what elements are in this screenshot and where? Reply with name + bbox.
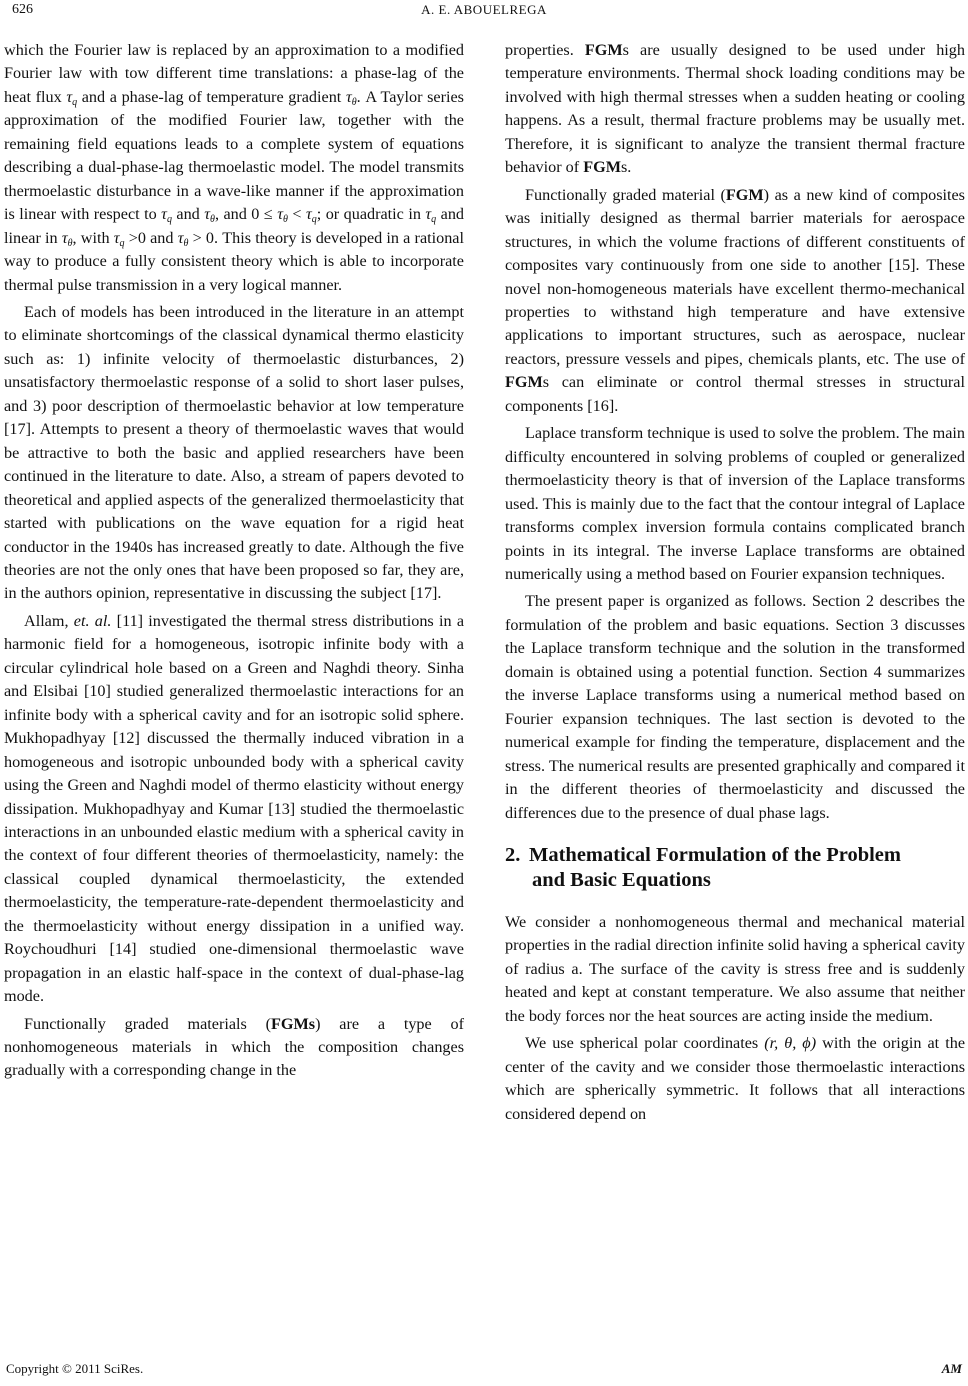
journal-abbreviation: AM <box>941 1361 962 1376</box>
paragraph <box>4 1013 464 1083</box>
text-run: and a phase-lag of temperature gradient <box>77 87 346 106</box>
fgm-term: FGM <box>725 185 764 204</box>
symbol-tau-q: $\tau_q$ <box>66 87 78 108</box>
page-header <box>0 0 968 22</box>
fgm-term: FGMs <box>271 1014 316 1033</box>
fgm-term: FGM <box>584 41 623 59</box>
text-run: ) as a new kind of composites was initially designed as thermal barrier materials for aerospace structures, in which the volume fractions of different constituents of composites vary continuously from one side to another [15]. These novel non-homogeneous materials have excellent thermo-mechanical properties to withstand high temperature and have extensive applications to important structures, such as aerospace, nuclear reactors, pressure vessels and pipes, chemicals plants, etc. The use of <box>505 185 965 368</box>
text-run: s can eliminate or control thermal stresses in structural components [16]. <box>505 373 965 415</box>
text-run: , with <box>72 228 114 247</box>
symbol-tau-q: $\tau_q$ <box>305 205 317 226</box>
text-run: and linear in <box>4 205 465 247</box>
text-run: s. <box>620 158 632 177</box>
symbol-tau-theta: $\tau_\theta$ <box>177 228 189 249</box>
text-run: ) are a type of nonhomogeneous materials in which the composition changes gradually with a corresponding change in the <box>4 1014 464 1080</box>
paragraph: The present paper is organized as follows. Section 2 describes the formulation of the problem and basic equations. Section 3 discusses the Laplace transform technique and the solution in the transformed domain is obtained using a potential function. Section 4 summarizes the inverse Laplace transforms using a numerical method based on Fourier expansion techniques. The last section is devoted to the numerical example for finding the temperature, displacement and the stress. The numerical results are presented graphically and compared it in the different theories of thermoelasticity and discussed the differences due to the presence of dual phase lags. <box>505 592 965 822</box>
fgm-term: FGM <box>505 373 543 392</box>
paragraph: Each of models has been introduced in the literature in an attempt to eliminate shortcomings of the classical dynamical thermo elasticity such as: 1) infinite velocity of thermoelastic disturbances, 2) unsatisfactory thermoelastic response of a solid to short laser pulses, and 3) poor description of thermoelastic behavior at low temperature [17]. Attempts to present a theory of thermoelastic waves that would be attractive to both the basic and applied researchers have been continued in the literature to date. Also, a stream of papers devoted to theoretical and applied aspects of the generalized thermoelasticity that started with publications on the wave equation for a rigid heat conductor in the 1940s has increased greatly to date. Although the five theories are not the only ones that have been proposed so far, they are, in the authors opinion, representative in discussing the subject [17]. <box>4 302 464 603</box>
copyright-notice: Copyright © 2011 SciRes. <box>6 1361 144 1376</box>
text-run: We use spherical polar coordinates <box>525 1034 765 1053</box>
paragraph <box>505 39 965 180</box>
text-run: Functionally graded materials ( <box>24 1014 272 1033</box>
left-column <box>4 39 464 1087</box>
text-run: < <box>287 205 306 224</box>
text-run: Functionally graded material ( <box>525 185 726 204</box>
paragraph <box>505 1032 965 1126</box>
symbol-tau-theta: $\tau_\theta$ <box>204 205 215 226</box>
text-run: , and 0 ≤ <box>214 205 278 224</box>
running-head: A. E. ABOUELREGA <box>421 2 547 17</box>
paragraph: We consider a nonhomogeneous thermal and mechanical material properties in the radial direction infinite solid having a spherical cavity of radius a. The surface of the cavity is stress free and is suddenly heated and kept at constant temperature. We also assume that neither the body forces nor the heat sources are acting inside the medium. <box>505 912 965 1025</box>
fgm-term: FGM <box>583 158 621 177</box>
symbol-tau-q: $\tau_q$ <box>161 205 172 226</box>
page-footer <box>0 1361 968 1381</box>
page-number: 626 <box>12 2 33 17</box>
text-run: properties. <box>505 41 585 59</box>
text-run: > 0. This theory is developed in a rational way to produce a fully consistent theory which is able to incorporate thermal pulse transmission in a very logical manner. <box>4 228 464 294</box>
text-run: >0 and <box>124 228 178 247</box>
section-title-line2: and Basic Equations <box>532 868 711 891</box>
text-run: Allam, <box>24 611 74 630</box>
text-run: s are usually designed to be used under high temperature environments. Thermal shock loading conditions may be involved with high thermal stresses when a sudden heating or cooling happens. As a result, thermal fracture problems may be usually met. Therefore, it is significant to analyze the transient thermal fracture behavior of <box>505 41 965 177</box>
symbol-tau-q: $\tau_q$ <box>425 205 437 226</box>
right-column <box>505 39 965 1130</box>
text-run: . A Taylor series approximation of the modified Fourier law, together with the remaining field equations leads to a complete system of equations describing a dual-phase-lag thermoelastic model. The model transmits thermoelastic disturbance in a wave-like manner if the approximation is linear with respect to <box>4 87 464 224</box>
text-run: which the Fourier law is replaced by an approximation to a modified Fourier law with tow different time translations: a phase-lag of the heat flux <box>4 41 464 106</box>
symbol-tau-q: $\tau_q$ <box>113 228 125 249</box>
paragraph: Laplace transform technique is used to solve the problem. The main difficulty encountered in solving problems of coupled or generalized thermoelasticity theory is that of inversion of the Laplace transforms used. This is mainly due to the fact that the contour integral of Laplace transforms complex inversion formula contains complicated branch points in its integral. The inverse Laplace transforms are obtained numerically using a method based on Fourier expansion techniques. <box>505 424 965 583</box>
text-run: [11] investigated the thermal stress distributions in a harmonic field for a homogeneous, isotropic infinite body with a circular cylindrical hole based on a Green and Naghdi theory. Sinha and Elsibai [10] studied generalized thermoelastic interactions for an infinite body with a spherical cavity and for an isotropic solid sphere. Mukhopadhyay [12] discussed the thermally induced vibration in a homogeneous and isotropic unbounded body with a spherical cavity using the Green and Naghdi model of thermo elasticity without energy dissipation. Mukhopadhyay and Kumar [13] studied the thermoelastic interactions in an unbounded elastic medium with a spherical cavity in the context of four different theories of thermoelasticity, namely: the classical coupled dynamical thermoelasticity, the extended thermoelasticity, the temperature-rate-dependent thermoelasticity and the thermoelasticity without energy dissipation in a unified way. Roychoudhuri [14] studied one-dimensional thermoelastic wave propagation in an elastic half-space in the context of dual-phase-lag mode. <box>4 611 465 1006</box>
text-run: ; or quadratic in <box>316 205 426 224</box>
paragraph <box>4 610 464 1009</box>
paragraph <box>505 184 965 419</box>
section-number: 2. <box>505 843 521 866</box>
et-al: et. al. <box>73 611 112 630</box>
symbol-tau-theta: $\tau_\theta$ <box>277 205 288 226</box>
symbol-tau-theta: $\tau_\theta$ <box>345 87 357 108</box>
symbol-tau-theta: $\tau_\theta$ <box>61 228 73 249</box>
paragraph <box>4 39 464 297</box>
section-heading <box>505 843 965 893</box>
section-title-line1: Mathematical Formulation of the Problem <box>529 843 901 866</box>
text-run: with the origin at the center of the cavity and we consider those thermoelastic interactions which are spherically symmetric. It follows that all interactions considered depend on <box>505 1034 966 1123</box>
coordinates-symbol: (r, θ, ϕ) <box>764 1034 817 1053</box>
text-run: and <box>171 205 205 224</box>
